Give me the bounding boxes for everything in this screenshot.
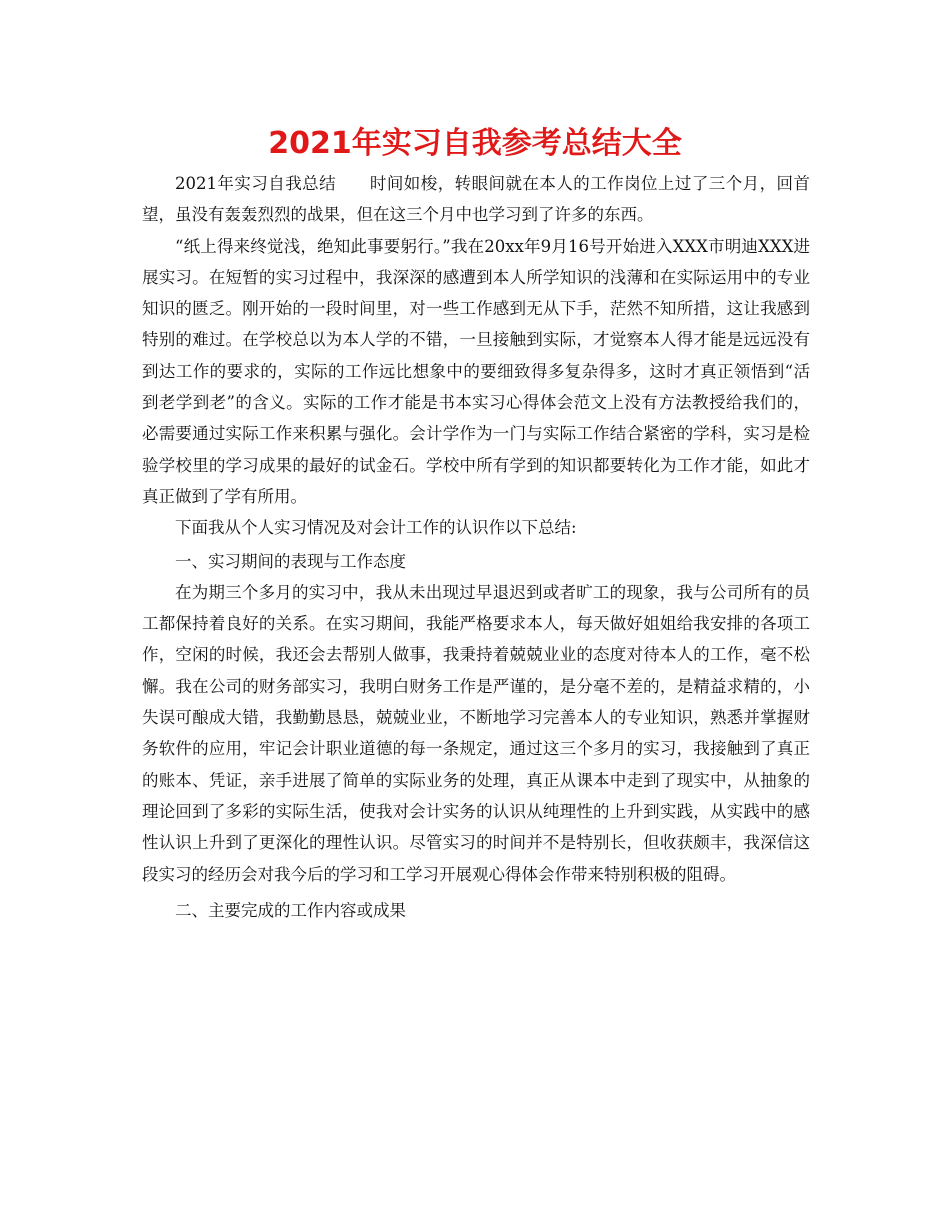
document-title: 2021年实习自我参考总结大全 <box>268 126 682 161</box>
paragraph-performance: 在为期三个多月的实习中，我从未出现过早退迟到或者旷工的现象，我与公司所有的员工都保持着良好的关系。在实习期间，我能严格要求本人，每天做好姐姐给我安排的各项工作，空闲的时候，我还会去帮别人做事，我秉持着兢兢业业的态度对待本人的工作，毫不松懈。我在公司的财务部实习，我明白财务工作是严谨的，是分毫不差的，是精益求精的，小失误可酿成大错，我勤勤恳恳，兢兢业业，不断地学习完善本人的专业知识，熟悉并掌握财务软件的应用，牢记会计职业道德的每一条规定，通过这三个多月的实习，我接触到了真正的账本、凭证，亲手进展了简单的实际业务的处理，真正从课本中走到了现实中，从抽象的理论回到了多彩的实际生活，使我对会计实务的认识从纯理性的上升到实践，从实践中的感性认识上升到了更深化的理性认识。尽管实习的时间并不是特别长，但收获颇丰，我深信这段实习的经历会对我今后的学习和工学习开展观心得体会作带来特别积极的阻碍。 <box>142 582 810 884</box>
paragraph-intro: 2021年实习自我总结 时间如梭，转眼间就在本人的工作岗位上过了三个月，回首望，虽没有轰轰烈烈的战果，但在这三个月中也学习到了许多的东西。 <box>142 174 810 225</box>
paragraph-summary-lead: 下面我从个人实习情况及对会计工作的认识作以下总结: <box>175 518 577 538</box>
paragraph-quote: “纸上得来终觉浅，绝知此事要躬行。”我在20xx年9月16号开始进入XXX市明迪XXX进展实习。在短暂的实习过程中，我深深的感遭到本人所学知识的浅薄和在实际运用中的专业知识的匮乏。刚开始的一段时间里，对一些工作感到无从下手，茫然不知所措，这让我感到特别的难过。在学校总以为本人学的不错，一旦接触到实际，才觉察本人得才能是远远没有到达工作的要求的，实际的工作远比想象中的要细致得多复杂得多，这时才真正领悟到“活到老学到老”的含义。实际的工作才能是书本实习心得体会范文上没有方法教授给我们的，必需要通过实际工作来积累与强化。会计学作为一门与实际工作结合紧密的学科，实习是检验学校里的学习成果的最好的试金石。学校中所有学到的知识都要转化为工作才能，如此才真正做到了学有所用。 <box>142 236 810 506</box>
section-heading-2: 二、主要完成的工作内容或成果 <box>175 900 406 920</box>
document-body <box>142 168 810 926</box>
section-heading-1: 一、实习期间的表现与工作态度 <box>175 551 406 571</box>
